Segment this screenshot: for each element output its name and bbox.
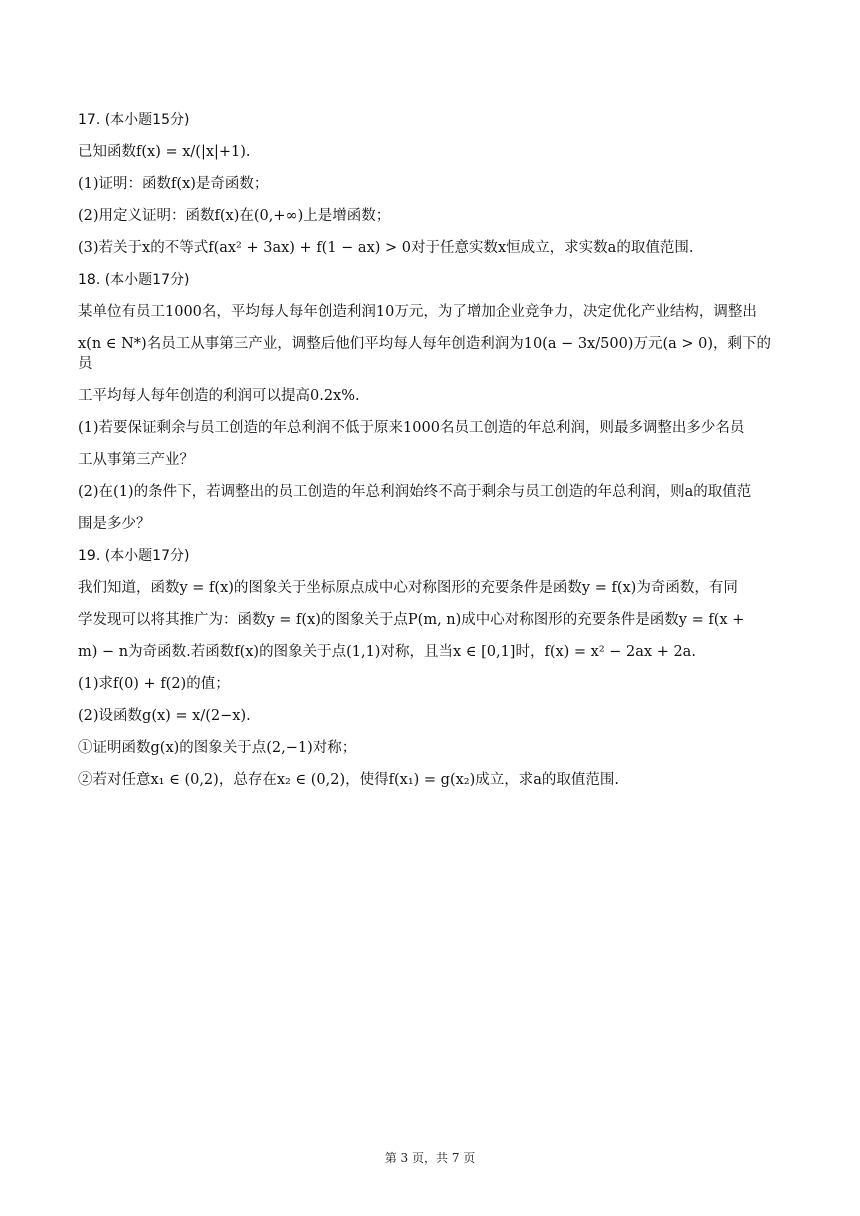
q19-header: 19. (本小题17分) bbox=[78, 548, 190, 564]
q19-stem-line3: m) − n为奇函数.若函数f(x)的图象关于点(1,1)对称，且当x ∈ [0,1]时，f(x) = x² − 2ax + 2a. bbox=[78, 644, 696, 660]
q18-part1-line1: (1)若要保证剩余与员工创造的年总利润不低于原来1000名员工创造的年总利润，则最多调整出多少名员 bbox=[78, 420, 745, 436]
q19-part2: (2)设函数g(x) = x/(2−x). bbox=[78, 708, 251, 724]
q18-stem-line1: 某单位有员工1000名，平均每人每年创造利润10万元，为了增加企业竞争力，决定优化产业结构，调整出 bbox=[78, 304, 757, 320]
q19-sub2: ②若对任意x₁ ∈ (0,2)，总存在x₂ ∈ (0,2)，使得f(x₁) = g(x₂)成立，求a的取值范围. bbox=[78, 772, 620, 788]
q18-header: 18. (本小题17分) bbox=[78, 272, 190, 288]
q18-stem-line3: 工平均每人每年创造的利润可以提高0.2x%. bbox=[78, 388, 360, 404]
q17-stem: 已知函数f(x) = x/(|x|+1). bbox=[78, 144, 251, 160]
q19-stem-line1: 我们知道，函数y = f(x)的图象关于坐标原点成中心对称图形的充要条件是函数y = f(x)为奇函数，有同 bbox=[78, 580, 738, 596]
q17-part3: (3)若关于x的不等式f(ax² + 3ax) + f(1 − ax) > 0对于任意实数x恒成立，求实数a的取值范围. bbox=[78, 240, 694, 256]
q19-part1: (1)求f(0) + f(2)的值； bbox=[78, 676, 230, 692]
q19-sub1: ①证明函数g(x)的图象关于点(2,−1)对称； bbox=[78, 740, 357, 756]
q18-stem-line2: x(n ∈ N*)名员工从事第三产业，调整后他们平均每人每年创造利润为10(a − 3x/500)万元(a > 0)，剩下的员 bbox=[78, 336, 772, 372]
q17-part2: (2)用定义证明：函数f(x)在(0,+∞)上是增函数； bbox=[78, 208, 391, 224]
q18-part2-line2: 围是多少？ bbox=[78, 516, 151, 532]
q18-part2-line1: (2)在(1)的条件下，若调整出的员工创造的年总利润始终不高于剩余与员工创造的年总利润，则a的取值范 bbox=[78, 484, 752, 500]
q17-part1: (1)证明：函数f(x)是奇函数； bbox=[78, 176, 269, 192]
q19-stem-line2: 学发现可以将其推广为：函数y = f(x)的图象关于点P(m, n)成中心对称图形的充要条件是函数y = f(x + bbox=[78, 612, 745, 628]
q18-part1-line2: 工从事第三产业？ bbox=[78, 452, 194, 468]
page-footer: 第 3 页，共 7 页 bbox=[384, 1151, 476, 1165]
exam-page-content bbox=[78, 110, 783, 802]
q17-header: 17. (本小题15分) bbox=[78, 112, 190, 128]
